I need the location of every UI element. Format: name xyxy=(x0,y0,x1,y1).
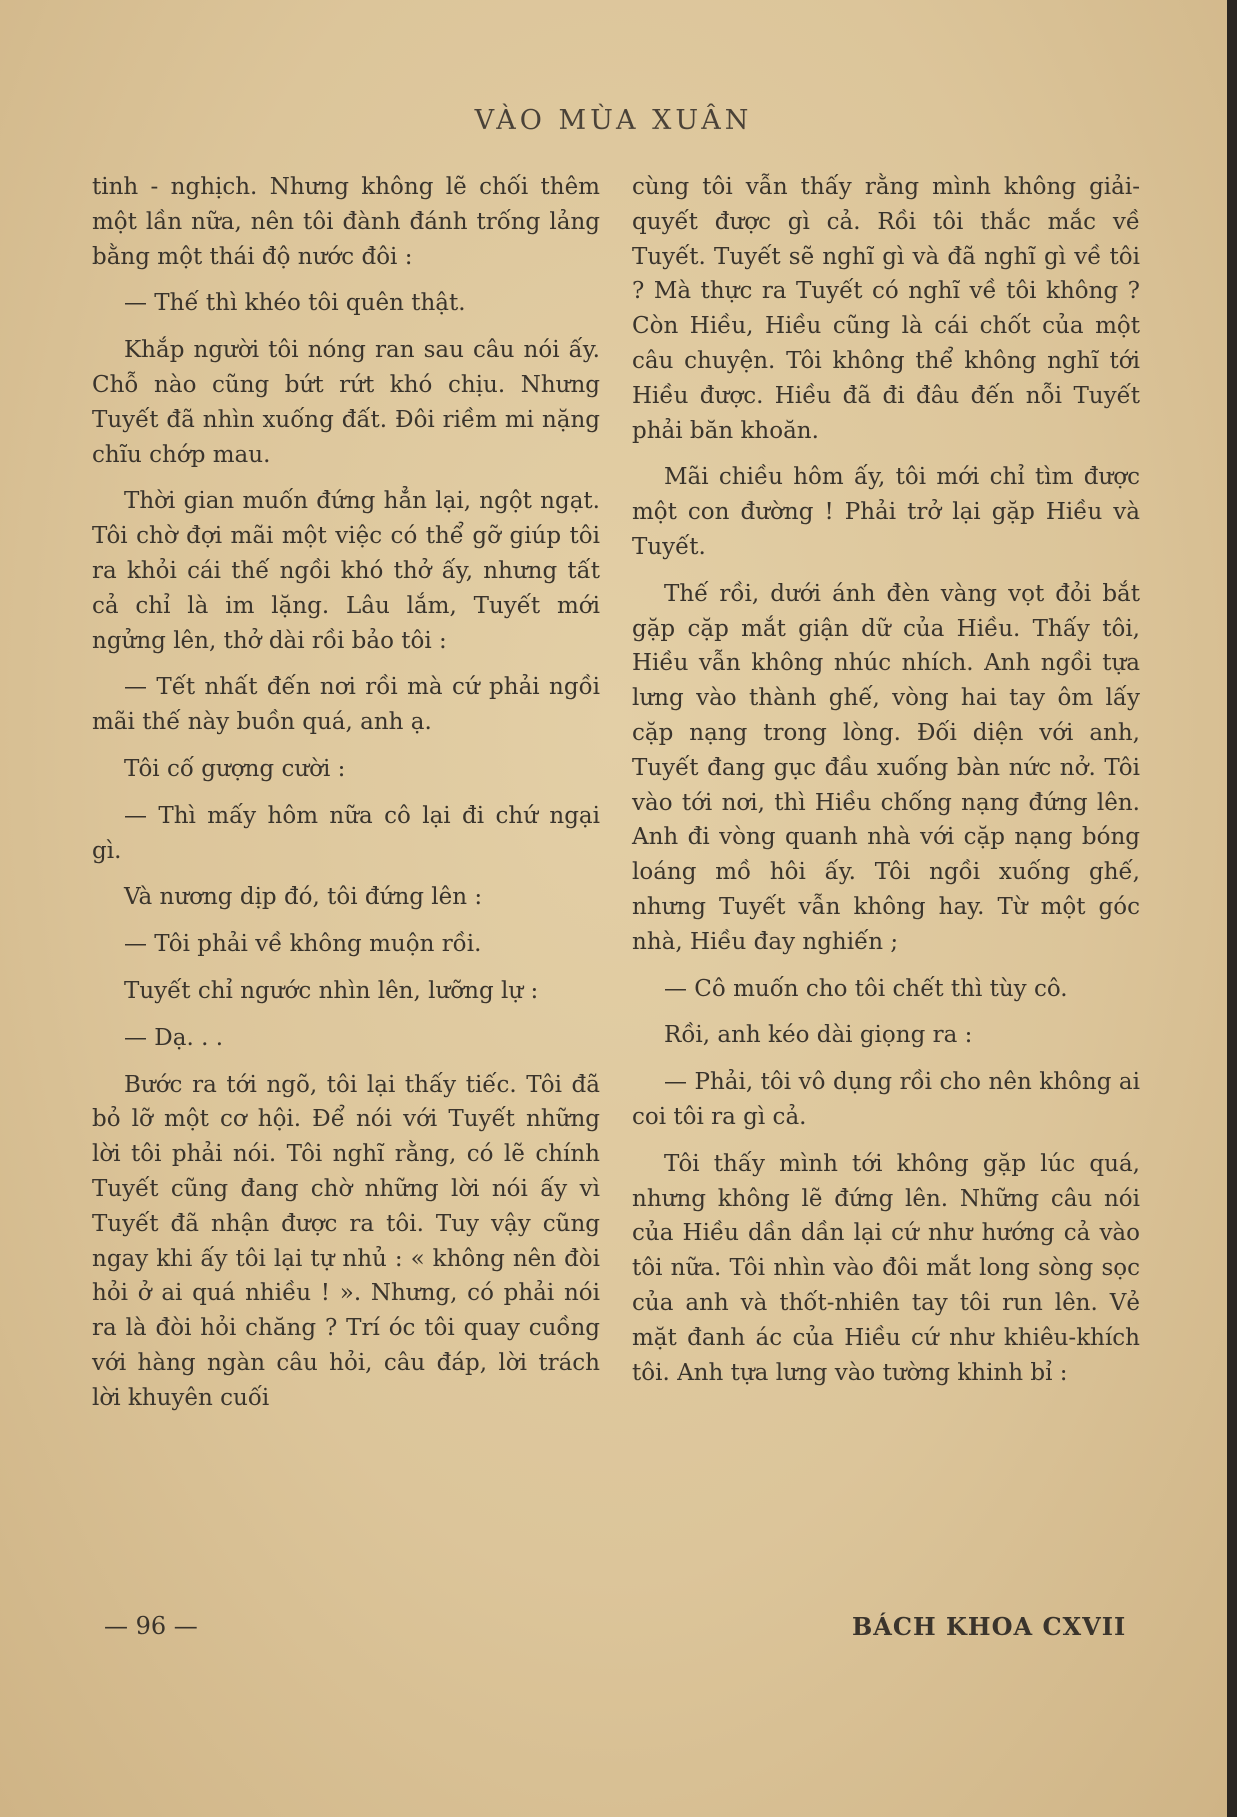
paragraph: cùng tôi vẫn thấy rằng mình không giải-quyết được gì cả. Rồi tôi thắc mắc về Tuyết. Tuyết sẽ nghĩ gì và đã nghĩ gì về tôi ? Mà thực ra Tuyết có nghĩ về tôi không ? Còn Hiều, Hiều cũng là cái chốt của một câu chuyện. Tôi không thể không nghĩ tới Hiều được. Hiều đã đi đâu đến nỗi Tuyết phải băn khoăn. xyxy=(632,174,1140,444)
paragraph: Tuyết chỉ ngước nhìn lên, lưỡng lự : xyxy=(124,977,539,1004)
right-column xyxy=(632,170,1140,1402)
paragraph: Tôi thấy mình tới không gặp lúc quá, nhưng không lẽ đứng lên. Những câu nói của Hiều dần dần lại cứ như hướng cả vào tôi nữa. Tôi nhìn vào đôi mắt long sòng sọc của anh và thốt-nhiên tay tôi run lên. Vẻ mặt đanh ác của Hiều cứ như khiêu-khích tôi. Anh tựa lưng vào tường khinh bỉ : xyxy=(632,1150,1140,1386)
paragraph: — Tôi phải về không muộn rồi. xyxy=(124,931,482,958)
paragraph: Rồi, anh kéo dài giọng ra : xyxy=(664,1022,973,1049)
paragraph: — Phải, tôi vô dụng rồi cho nên không ai coi tôi ra gì cả. xyxy=(632,1069,1140,1130)
paragraph: — Dạ. . . xyxy=(124,1024,224,1051)
paragraph: — Thế thì khéo tôi quên thật. xyxy=(124,290,466,317)
paragraph: Thế rồi, dưới ánh đèn vàng vọt đỏi bắt gặp cặp mắt giận dữ của Hiều. Thấy tôi, Hiều vẫn không nhúc nhích. Anh ngồi tựa lưng vào thành ghế, vòng hai tay ôm lấy cặp nạng trong lòng. Đối diện với anh, Tuyết đang gục đầu xuống bàn nức nở. Tôi vào tới nơi, thì Hiều chống nạng đứng lên. Anh đi vòng quanh nhà với cặp nạng bóng loáng mồ hôi ấy. Tôi ngồi xuống ghế, nhưng Tuyết vẫn không hay. Từ một góc nhà, Hiều đay nghiến ; xyxy=(632,580,1140,955)
paragraph: Khắp người tôi nóng ran sau câu nói ấy. Chỗ nào cũng bứt rứt khó chịu. Nhưng Tuyết đã nhìn xuống đất. Đôi riềm mi nặng chĩu chớp mau. xyxy=(92,337,600,468)
paragraph: — Thì mấy hôm nữa cô lại đi chứ ngại gì. xyxy=(92,802,600,864)
page-number: — 96 — xyxy=(104,1612,198,1640)
paragraph: Bước ra tới ngõ, tôi lại thấy tiếc. Tôi đã bỏ lỡ một cơ hội. Để nói với Tuyết những lời tôi phải nói. Tôi nghĩ rằng, có lẽ chính Tuyết cũng đang chờ những lời nói ấy vì Tuyết đã nhận được ra tôi. Tuy vậy cũng ngay khi ấy tôi lại tự nhủ : « không nên đòi hỏi ở ai quá nhiều ! ». Nhưng, có phải nói ra là đòi hỏi chăng ? Trí óc tôi quay cuồng với hàng ngàn câu hỏi, câu đáp, lời trách lời khuyên cuối xyxy=(92,1071,600,1411)
paragraph: tinh - nghịch. Nhưng không lẽ chối thêm một lần nữa, nên tôi đành đánh trống lảng bằng một thái độ nước đôi : xyxy=(92,174,600,270)
scan-edge xyxy=(1227,0,1237,1817)
paragraph: — Tết nhất đến nơi rồi mà cứ phải ngồi mãi thế này buồn quá, anh ạ. xyxy=(92,674,600,736)
paragraph: — Cô muốn cho tôi chết thì tùy cô. xyxy=(664,975,1068,1002)
left-column xyxy=(92,170,600,1428)
running-head: VÀO MÙA XUÂN xyxy=(474,105,753,136)
paragraph: Mãi chiều hôm ấy, tôi mới chỉ tìm được một con đường ! Phải trở lại gặp Hiều và Tuyết. xyxy=(632,464,1140,560)
journal-title: BÁCH KHOA CXVII xyxy=(852,1612,1127,1641)
paragraph: Thời gian muốn đứng hẳn lại, ngột ngạt. Tôi chờ đợi mãi một việc có thể gỡ giúp tôi ra khỏi cái thế ngồi khó thở ấy, nhưng tất cả chỉ là im lặng. Lâu lắm, Tuyết mới ngửng lên, thở dài rồi bảo tôi : xyxy=(92,488,600,654)
paragraph: Tôi cố gượng cười : xyxy=(124,755,346,782)
paragraph: Và nương dịp đó, tôi đứng lên : xyxy=(124,884,483,911)
